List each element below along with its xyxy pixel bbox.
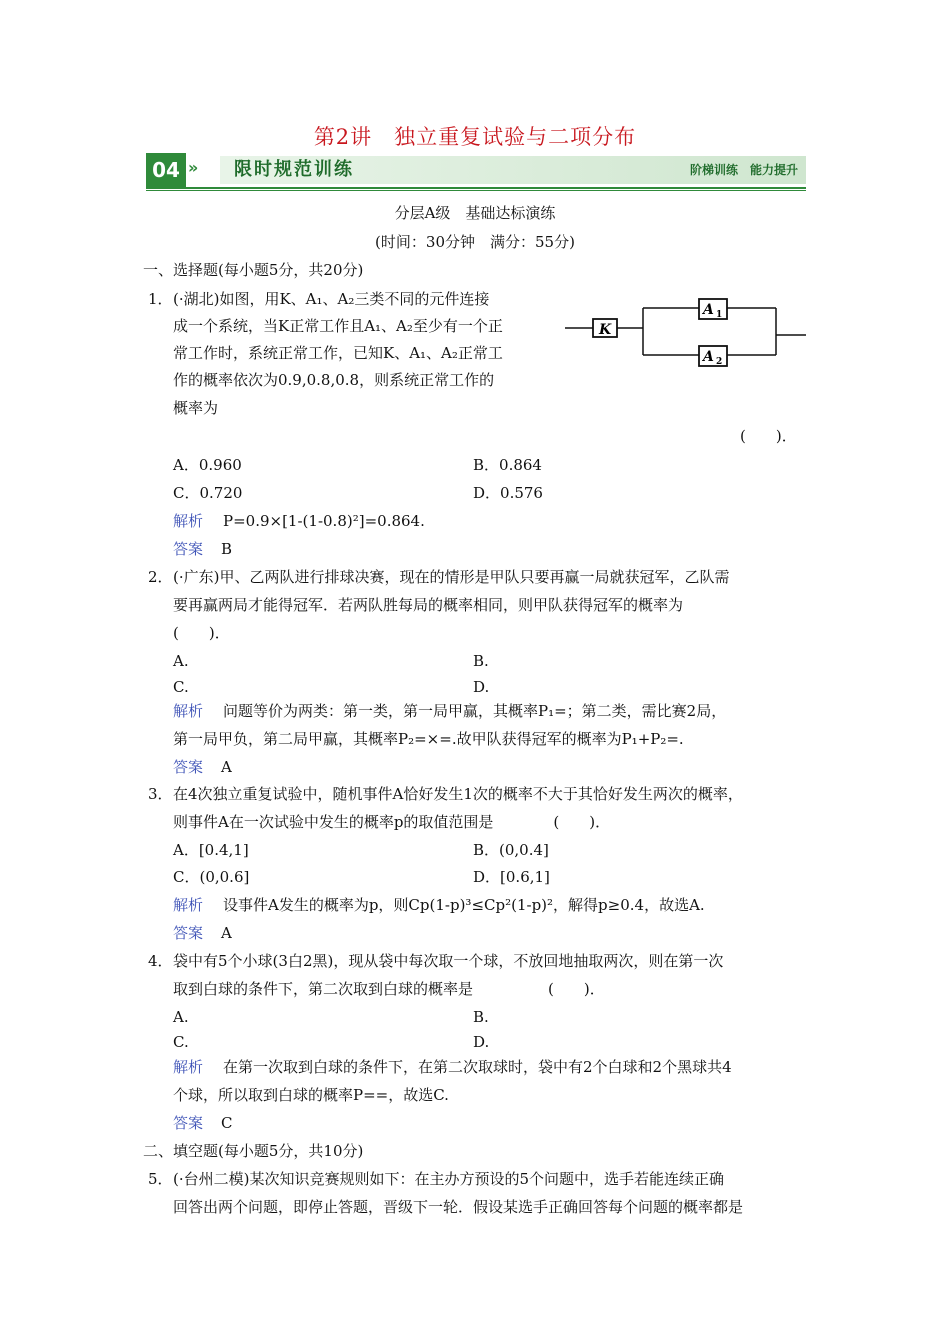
q5-number: 5． [148, 1170, 173, 1188]
q4-answer-label: 答案 [173, 1114, 204, 1132]
q1-line-5: 概率为 [173, 399, 219, 417]
q4-solution-label: 解析 [173, 1058, 204, 1076]
circuit-k-label: K [599, 322, 612, 338]
q3-option-b: B．(0,0.4] [473, 841, 549, 859]
q4-option-d: D. [473, 1033, 490, 1051]
q4-option-a: A. [173, 1008, 189, 1026]
q3-answer-label: 答案 [173, 924, 204, 942]
q3-option-d: D．[0.6,1] [473, 868, 550, 886]
circuit-diagram [560, 295, 810, 375]
circuit-a2-sub: 2 [716, 357, 723, 367]
q2-line-2: 要再赢两局才能得冠军．若两队胜每局的概率相同，则甲队获得冠军的概率为 [173, 596, 684, 614]
q3-option-a: A．[0.4,1] [173, 841, 249, 859]
q3-option-c: C．(0,0.6] [173, 868, 250, 886]
banner-text: 限时规范训练 [234, 159, 354, 180]
q2-line-3: ( )． [173, 624, 230, 642]
time-info: (时间：30分钟 满分：55分) [375, 233, 575, 251]
q1-line-1: (·湖北)如图，用K、A₁、A₂三类不同的元件连接 [173, 290, 490, 308]
section-fill-heading: 二、填空题(每小题5分，共10分) [143, 1142, 364, 1160]
q4-option-b: B. [473, 1008, 489, 1026]
q1-option-d: D．0.576 [473, 484, 543, 502]
q1-line-2: 成一个系统，当K正常工作且A₁、A₂至少有一个正 [173, 317, 503, 335]
q3-solution: 设事件A发生的概率为p，则Cp(1-p)³≤Cp²(1-p)²，解得p≥0.4，故选A. [223, 896, 705, 914]
q4-number: 4． [148, 952, 173, 970]
q3-solution-label: 解析 [173, 896, 204, 914]
q2-number: 2． [148, 568, 173, 586]
q2-option-a: A. [173, 652, 189, 670]
q1-line-4: 作的概率依次为0.9,0.8,0.8，则系统正常工作的 [173, 371, 495, 389]
q1-answer: B [221, 540, 233, 558]
banner-right-text: 阶梯训练 能力提升 [689, 163, 798, 177]
q2-solution-line-1: 问题等价为两类：第一类，第一局甲赢，其概率P₁=；第二类，需比赛2局， [223, 702, 727, 720]
q1-number: 1． [148, 290, 173, 308]
q3-answer: A [221, 924, 232, 942]
q4-answer: C [221, 1114, 233, 1132]
section-banner [146, 153, 806, 189]
q5-line-1: (·台州二模)某次知识竞赛规则如下：在主办方预设的5个问题中，选手若能连续正确 [173, 1170, 725, 1188]
q3-number: 3． [148, 785, 173, 803]
q2-option-c: C. [173, 678, 189, 696]
q4-line-1: 袋中有5个小球(3白2黑)，现从袋中每次取一个球，不放回地抽取两次，则在第一次 [173, 952, 724, 970]
q2-option-d: D. [473, 678, 490, 696]
section-choice-heading: 一、选择题(每小题5分，共20分) [143, 261, 364, 279]
q2-solution-line-2: 第一局甲负，第二局甲赢，其概率P₂=×=.故甲队获得冠军的概率为P₁+P₂=. [173, 730, 684, 748]
q2-solution-label: 解析 [173, 702, 204, 720]
q1-option-a: A．0.960 [173, 456, 242, 474]
q2-answer-label: 答案 [173, 758, 204, 776]
q3-line-2: 则事件A在一次试验中发生的概率p的取值范围是 ( )． [173, 813, 611, 831]
q2-line-1: (·广东)甲、乙两队进行排球决赛，现在的情形是甲队只要再赢一局就获冠军，乙队需 [173, 568, 730, 586]
double-arrow-icon: » [188, 158, 199, 177]
q1-option-c: C．0.720 [173, 484, 243, 502]
q1-option-b: B．0.864 [473, 456, 542, 474]
level-heading: 分层A级 基础达标演练 [394, 204, 556, 222]
q1-solution: P=0.9×[1-(1-0.8)²]=0.864. [223, 512, 425, 530]
q4-solution-line-2: 个球，所以取到白球的概率P==，故选C. [173, 1086, 449, 1104]
q4-solution-line-1: 在第一次取到白球的条件下，在第二次取球时，袋中有2个白球和2个黑球共4 [223, 1058, 732, 1076]
q1-answer-paren: ( )． [740, 427, 797, 445]
banner-number: 04 [146, 153, 186, 187]
q1-answer-label: 答案 [173, 540, 204, 558]
circuit-a1-sub: 1 [716, 310, 723, 320]
q1-solution-label: 解析 [173, 512, 204, 530]
q4-option-c: C. [173, 1033, 189, 1051]
q1-line-3: 常工作时，系统正常工作，已知K、A₁、A₂正常工 [173, 344, 503, 362]
circuit-a1-label: A [703, 302, 714, 318]
circuit-a2-label: A [703, 349, 714, 365]
q2-answer: A [221, 758, 232, 776]
page-title: 第2讲 独立重复试验与二项分布 [313, 125, 637, 149]
q2-option-b: B. [473, 652, 489, 670]
q4-line-2: 取到白球的条件下，第二次取到白球的概率是 ( )． [173, 980, 605, 998]
q3-line-1: 在4次独立重复试验中，随机事件A恰好发生1次的概率不大于其恰好发生两次的概率， [173, 785, 743, 803]
q5-line-2: 回答出两个问题，即停止答题，晋级下一轮．假设某选手正确回答每个问题的概率都是 [173, 1198, 744, 1216]
